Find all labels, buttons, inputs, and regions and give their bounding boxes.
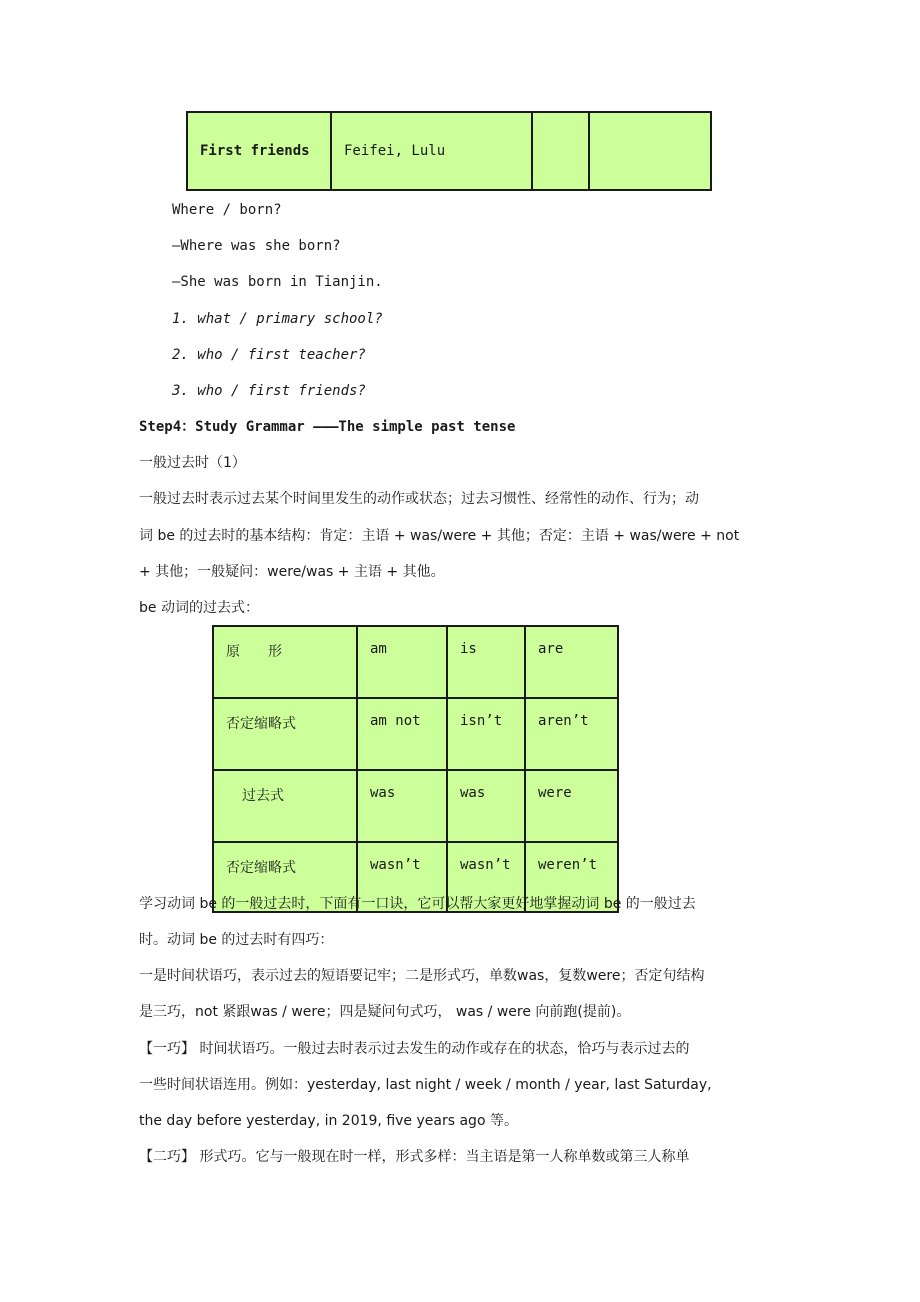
table-row [213, 770, 618, 842]
paragraph-line: 【二巧】 形式巧。它与一般现在时一样，形式多样：当主语是第一人称单数或第三人称单 [139, 1149, 690, 1165]
table-cell: is [447, 626, 525, 698]
dialogue-answer: —She was born in Tianjin. [172, 274, 383, 290]
paragraph-line: 一是时间状语巧，表示过去的短语要记牢；二是形式巧，单数was，复数were；否定句结构 [139, 968, 705, 984]
step-heading: Step4：Study Grammar ———The simple past tense [139, 419, 516, 435]
dialogue-prompt: Where / born? [172, 202, 282, 218]
table-cell: wasn’t [357, 842, 447, 912]
table-cell: 否定缩略式 [213, 842, 357, 912]
table-cell: was [357, 770, 447, 842]
table-cell [532, 112, 589, 190]
list-item: 2. who / first teacher? [172, 347, 366, 363]
be-verb-table [212, 625, 619, 913]
table-cell: First friends [187, 112, 331, 190]
table-cell: am not [357, 698, 447, 770]
table-cell: weren’t [525, 842, 618, 912]
table-row [213, 626, 618, 698]
table-cell: are [525, 626, 618, 698]
table-row [213, 698, 618, 770]
table-row [187, 112, 711, 190]
table-cell: 原 形 [213, 626, 357, 698]
paragraph-line: 时。动词 be 的过去时有四巧： [139, 932, 334, 948]
table-cell: 过去式 [213, 770, 357, 842]
table-cell: was [447, 770, 525, 842]
friends-table [186, 111, 712, 191]
table-cell: am [357, 626, 447, 698]
paragraph-line: the day before yesterday, in 2019, five years ago 等。 [139, 1113, 518, 1129]
list-item: 3. who / first friends? [172, 383, 366, 399]
paragraph-line: 【一巧】 时间状语巧。一般过去时表示过去发生的动作或存在的状态，恰巧与表示过去的 [139, 1041, 690, 1057]
paragraph-line: 一般过去时表示过去某个时间里发生的动作或状态；过去习惯性、经常性的动作、行为；动 [139, 491, 699, 507]
table-cell [589, 112, 711, 190]
paragraph-line: 是三巧，not 紧跟was / were；四是疑问句式巧， was / were 向前跑(提前)。 [139, 1004, 631, 1020]
paragraph-line: + 其他；一般疑问：were/was + 主语 + 其他。 [139, 564, 445, 580]
table-cell: wasn’t [447, 842, 525, 912]
table-cell: were [525, 770, 618, 842]
paragraph-line: 一些时间状语连用。例如：yesterday, last night / week / month / year, last Saturday, [139, 1077, 712, 1093]
be-label: be 动词的过去式： [139, 600, 259, 616]
table-cell: aren’t [525, 698, 618, 770]
table-cell: 否定缩略式 [213, 698, 357, 770]
section-title: 一般过去时（1） [139, 455, 246, 471]
paragraph-line: 学习动词 be 的一般过去时，下面有一口诀，它可以帮大家更好地掌握动词 be 的一般过去 [139, 896, 696, 912]
table-cell: isn’t [447, 698, 525, 770]
paragraph-line: 词 be 的过去时的基本结构：肯定：主语 + was/were + 其他；否定：主语 + was/were + not [139, 528, 740, 544]
list-item: 1. what / primary school? [172, 311, 383, 327]
table-cell: Feifei, Lulu [331, 112, 532, 190]
dialogue-question: —Where was she born? [172, 238, 341, 254]
